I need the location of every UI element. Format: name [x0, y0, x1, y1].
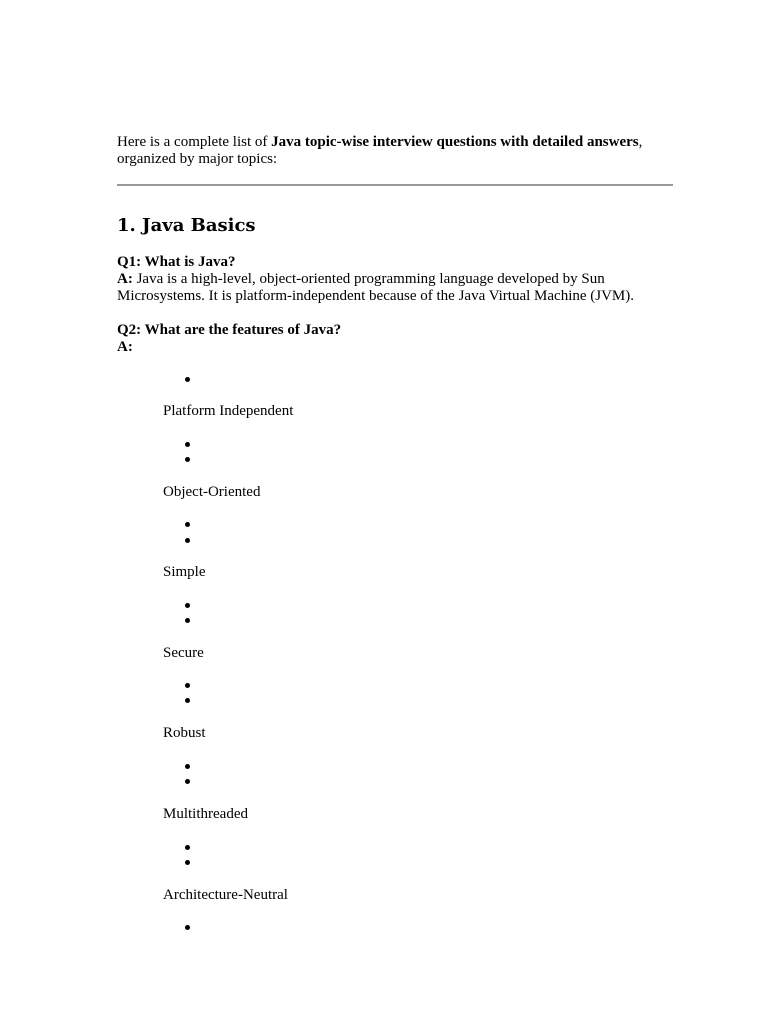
bullet-icon — [185, 683, 190, 688]
question-1-title: Q1: What is Java? — [117, 254, 236, 270]
document-page — [117, 134, 673, 356]
bullet-icon — [185, 442, 190, 447]
bullet-icon — [185, 377, 190, 382]
answer-1-text: Java is a high-level, object-oriented programming language developed by Sun Microsystems. It is platform-independent because of the Java Virtual Machine (JVM). — [117, 271, 635, 304]
bullet-icon — [185, 538, 190, 543]
horizontal-rule — [117, 184, 673, 186]
bullet-icon — [185, 618, 190, 623]
answer-1-label: A: — [117, 271, 133, 287]
bullet-icon — [185, 457, 190, 462]
bullet-icon — [185, 925, 190, 930]
bullet-icon — [185, 764, 190, 769]
section-heading: 1. Java Basics — [117, 215, 256, 236]
question-1 — [117, 254, 673, 305]
bullet-icon — [185, 698, 190, 703]
feature-item: Secure — [163, 645, 204, 661]
answer-2-label: A: — [117, 339, 133, 355]
bullet-icon — [185, 845, 190, 850]
intro-prefix: Here is a complete list of — [117, 134, 272, 150]
feature-item: Object-Oriented — [163, 484, 261, 500]
bullet-icon — [185, 603, 190, 608]
feature-item: Platform Independent — [163, 403, 294, 419]
bullet-icon — [185, 522, 190, 527]
feature-item: Multithreaded — [163, 806, 248, 822]
feature-item: Architecture-Neutral — [163, 887, 288, 903]
bullet-icon — [185, 779, 190, 784]
intro-bold: Java topic-wise interview questions with detailed answers — [271, 134, 639, 150]
intro-paragraph — [117, 134, 673, 168]
question-2 — [117, 322, 673, 356]
bullet-icon — [185, 860, 190, 865]
feature-item: Simple — [163, 564, 206, 580]
intro-suffix: , organized by major topics: — [117, 134, 643, 167]
feature-item: Robust — [163, 725, 206, 741]
question-2-title: Q2: What are the features of Java? — [117, 322, 342, 338]
